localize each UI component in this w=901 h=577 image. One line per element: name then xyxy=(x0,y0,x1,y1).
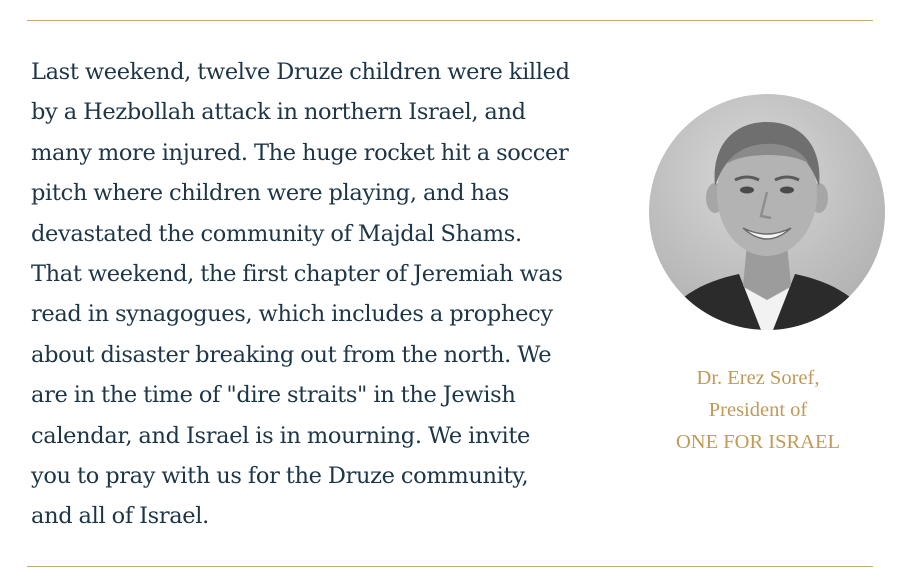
bottom-divider xyxy=(27,566,873,567)
author-caption xyxy=(640,362,876,458)
article-line: read in synagogues, which includes a prophecy xyxy=(31,301,553,328)
article-line: Last weekend, twelve Druze children were killed xyxy=(31,59,570,85)
article-line: pitch where children were playing, and has xyxy=(31,180,509,207)
top-divider xyxy=(27,20,873,21)
article-line: by a Hezbollah attack in northern Israel, and xyxy=(31,99,526,126)
article-line: about disaster breaking out from the north. We xyxy=(31,341,552,368)
author-portrait xyxy=(649,94,885,330)
portrait-illustration xyxy=(649,94,885,330)
article-line: are in the time of "dire straits" in the Jewish xyxy=(31,382,516,409)
article-body xyxy=(31,52,621,537)
article-line: calendar, and Israel is in mourning. We invite xyxy=(31,422,531,449)
article-line: you to pray with us for the Druze community, xyxy=(31,463,529,490)
author-organization: ONE FOR ISRAEL xyxy=(675,431,840,453)
article-line: That weekend, the first chapter of Jeremiah was xyxy=(31,261,563,288)
article-line: and all of Israel. xyxy=(31,503,209,530)
article-line: many more injured. The huge rocket hit a soccer xyxy=(31,139,569,166)
article-line: devastated the community of Majdal Shams. xyxy=(31,220,522,247)
author-role: President of xyxy=(708,399,808,421)
author-name: Dr. Erez Soref, xyxy=(696,367,820,389)
